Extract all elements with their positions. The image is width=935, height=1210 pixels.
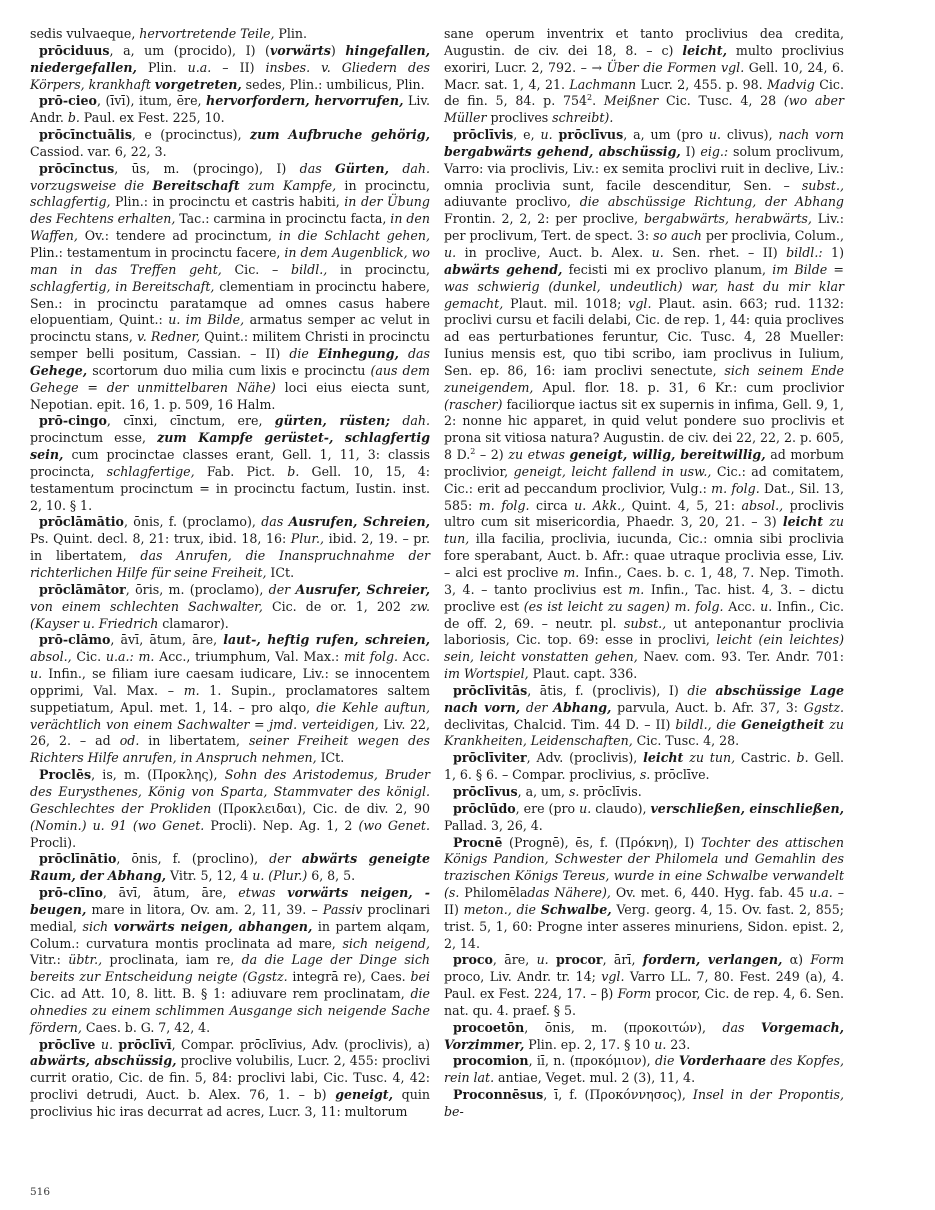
bold-italic-gloss: abwärts, abschüssig, (30, 1053, 177, 1069)
italic-text: subst., (801, 177, 844, 193)
headword: prōclāmātor (39, 581, 126, 597)
italic-text: die ohnedies zu einem schlimmen Ausgange sich neigende Sache fördern, (30, 986, 430, 1035)
italic-text: (rascher) (444, 396, 503, 412)
headword: prō-clāmo (39, 632, 111, 648)
headword: prōclīve (39, 1036, 96, 1052)
italic-text: sich seinem Ende zuneigendem, (444, 362, 844, 395)
headword: prōclīvī (118, 1036, 172, 1052)
italic-text: absol., (30, 649, 72, 665)
italic-text: absol., (741, 497, 784, 513)
italic-text: m. (183, 682, 200, 698)
bold-italic-gloss: leicht (782, 514, 824, 530)
italic-text: zu tun, (689, 750, 736, 766)
italic-text: b. (287, 463, 300, 479)
bold-italic-gloss: zum Aufbruche gehörig, (250, 127, 430, 143)
dictionary-entry: Procnē (Prognē), ēs, f. (Πρόκνη), I) Tochter des attischen Königs Pandion, Schwester der Philomela und Gemahlin des trazischen Königs Tereus, wurde in eine Schwalbe verwandelt (s. Philomēladas Nähere), Ov. met. 6, 440. Hyg. fab. 45 u.a. – II) meton., die Schwalbe, Verg. georg. 4, 15. Ov. fast. 2, 855; trist. 5, 1, 60: Progne inter asseres minuriens, Sidon. epist. 2, 2, 14. (444, 834, 844, 951)
bold-italic-gloss: leicht (643, 750, 684, 766)
bold-italic-gloss: abwärts gehend, (444, 261, 563, 277)
italic-text: die (654, 1053, 675, 1069)
italic-text: das (722, 1019, 745, 1035)
italic-text: das Anrufen, die Inanspruchnahme der richterlichen Hilfe für seine Freiheit, (30, 548, 430, 580)
bold-italic-gloss: zum Kampfe gerüstet-, schlagfertig sein, (30, 430, 431, 463)
bold-italic-gloss: gürten, rüsten; (274, 413, 390, 429)
italic-text: Form (617, 986, 652, 1002)
italic-text: zu tun, (444, 514, 844, 547)
italic-text: die Kehle auftun, verächtlich von einem Sachwalter = jmd. verteidigen, (30, 699, 430, 732)
italic-text: Insel in der Propontis, be- (444, 1087, 844, 1119)
headword: prōcīnctuālis (39, 127, 132, 143)
dictionary-entry: prōclīnātio, ōnis, f. (proclino), der abwärts geneigte Raum, der Abhang, Vitr. 5, 12, 4 u. (Plur.) 6, 8, 5. (30, 851, 431, 884)
italic-text: s. (568, 783, 580, 799)
headword: proco (453, 952, 493, 968)
italic-text: von einem schlechten Sachwalter, (30, 598, 263, 614)
italic-text: v. Redner, (137, 329, 201, 345)
italic-text: Sohn des Aristodemus, Bruder des Eurysthenes, König von Sparta, Stammvater des königl. Geschlechtes der Prokliden (30, 767, 430, 816)
bold-italic-gloss: Geneigtheit (741, 716, 825, 732)
italic-text: u. (536, 952, 549, 968)
italic-text: übtr., (68, 952, 103, 968)
headword: procor (556, 952, 603, 968)
dictionary-entry: prō-clāmo, āvī, ātum, āre, laut-, heftig rufen, schreien, absol., Cic. u.a.: m. Acc., triumphum, Val. Max.: mit folg. Acc. u. Infin., se filiam iure caesam iudicare, Liv.: se innocentem opprimi, Val. Max. – m. 1. Supin., proclamatores saltem suppetiatum, Apul. met. 1, 14. – pro alqo, die Kehle auftun, verächtlich von einem Sachwalter = jmd. verteidigen, Liv. 22, 26, 2. – ad od. in libertatem, seiner Freiheit wegen des Richters Hilfe anrufen, in Anspruch nehmen, ICt. (30, 632, 431, 766)
italic-text: Ggstz. (803, 699, 845, 715)
italic-text: bergabwärts, herabwärts, (644, 211, 812, 227)
dictionary-entry: proco, āre, u. procor, ārī, fordern, verlangen, α) Form proco, Liv. Andr. tr. 14; vgl. Varro LL. 7, 80. Fest. 249 (a), 4. Paul. ex Fest. 224, 17. – β) Form procor, Cic. de rep. 4, 6. Sen. nat. qu. 4. praef. § 5. (444, 952, 845, 1018)
italic-text: der (525, 699, 548, 715)
italic-text: mit folg. (343, 649, 399, 665)
dictionary-entry: prō-cieo, (īvī), itum, ēre, hervorfordern, hervorrufen, Liv. Andr. b. Paul. ex Fest. 225, 10. (30, 93, 430, 126)
italic-text: etwas (238, 885, 276, 901)
italic-text: u.a.: m. (105, 649, 155, 665)
dictionary-entry: prōclīvus, a, um, s. prōclīvis. (453, 783, 642, 799)
italic-text: das (299, 160, 322, 176)
italic-text: im Wortspiel, (444, 666, 529, 682)
italic-text: des Kopfes, rein lat. (444, 1053, 844, 1086)
italic-text: sich (82, 918, 109, 934)
italic-text: (es ist leicht zu sagen) m. folg. (523, 598, 724, 614)
headword: prōclīvus (558, 127, 624, 143)
italic-text: das (407, 346, 430, 362)
italic-text: die (289, 346, 309, 362)
italic-text: der (268, 581, 291, 597)
headword: prō-cingo (39, 413, 107, 429)
dictionary-entry: prōclīviter, Adv. (proclivis), leicht zu tun, Castric. b. Gell. 1, 6. § 6. – Compar. proclivius, s. prōclīve. (444, 750, 845, 783)
italic-text: u. (100, 1036, 113, 1052)
italic-text: (wo aber Müller (444, 93, 844, 126)
bold-italic-gloss: vorwärts (269, 42, 331, 58)
bold-italic-gloss: Einhegung, (317, 346, 399, 362)
two-column-text-body (30, 26, 907, 1121)
bold-italic-gloss: abwärts geneigte Raum, der Abhang, (30, 851, 431, 884)
italic-text: (wo Genet. (358, 817, 430, 833)
bold-italic-gloss: fordern, verlangen, (642, 952, 783, 968)
bold-italic-gloss: Schwalbe, (540, 901, 612, 917)
dictionary-entry: prō-cingo, cīnxi, cīnctum, ere, gürten, rüsten; dah. procinctum esse, zum Kampfe gerüstet-, schlagfertig sein, cum procinctae classes erant, Gell. 1, 11, 3: classis procincta, schlagfertige, Fab. Pict. b. Gell. 10, 15, 4: testamentum procinctum = in procinctu factum, Iustin. inst. 2, 10. § 1. (30, 413, 431, 513)
right-text-column (444, 26, 844, 1121)
italic-text: u. im Bilde, (168, 312, 245, 328)
dictionary-entry: procomion, iī, n. (προκόμιον), die Vorderhaare des Kopfes, rein lat. antiae, Veget. mul. 2 (3), 11, 4. (444, 1053, 844, 1086)
italic-text: dah. (402, 413, 430, 429)
italic-text: zum Kampfe, (248, 177, 337, 193)
italic-text: das Nähere), (527, 885, 611, 901)
italic-text: Über die Formen vgl. (606, 59, 745, 75)
italic-text: im Bilde = was schwierig (dunkel, undeutlich) war, hast du mir klar gemacht, (444, 261, 844, 311)
dictionary-entry: prōclāmātio, ōnis, f. (proclamo), das Ausrufen, Schreien, Ps. Quint. decl. 8, 21: trux, ibid. 18, 16: Plur., ibid. 2, 19. – pr. in libertatem, das Anrufen, die Inanspruchnahme der richterlichen Hilfe für seine Freiheit, ICt. (30, 514, 431, 580)
dictionary-entry: Proconnēsus, ī, f. (Προκόννησος), Insel in der Propontis, be- (444, 1087, 844, 1119)
bold-italic-gloss: Ausrufer, Schreier, (295, 581, 431, 597)
italic-text: u. Akk., (574, 497, 626, 513)
bold-italic-gloss: geneigt, willig, bereitwillig, (569, 447, 766, 463)
bold-italic-gloss: Bereitschaft (152, 177, 240, 193)
headword: prōciduus (39, 42, 110, 58)
dictionary-entry: prōcīnctus, ūs, m. (procingo), I) das Gürten, dah. vorzugsweise die Bereitschaft zum Kampfe, in procinctu, schlagfertig, Plin.: in procinctu et castris habiti, in der Übung des Fechtens erhalten, Tac.: carmina in procinctu facta, in den Waffen, Ov.: tendere ad procinctum, in die Schlacht gehen, Plin.: testamentum in procinctu facere, in dem Augenblick, wo man in das Treffen geht, Cic. – bildl., in procinctu, schlagfertig, in Bereitschaft, clementiam in procinctu habere, Sen.: in procinctu paratamque ad omnes casus habere elopuentiam, Quint.: u. im Bilde, armatus semper ac velut in procinctu stans, v. Redner, Quint.: militem Christi in procinctu semper belli positum, Cassian. – II) die Einhegung, das Gehege, scortorum duo milia cum lixis e procinctu (aus dem Gehege = der unmittelbaren Nähe) loci eius eiecta sunt, Nepotian. epit. 16, 1. p. 509, 16 Halm. (30, 160, 430, 412)
headword: procomion (453, 1053, 529, 1069)
italic-text: schreibt). (552, 110, 614, 126)
italic-text: u. (708, 127, 721, 143)
headword: prōclāmātio (39, 514, 124, 530)
bold-italic-gloss: vorwärts neigen, -beugen, (30, 885, 430, 917)
italic-text: vgl. (628, 295, 652, 311)
italic-text: der (269, 851, 291, 867)
italic-text: Madvig (767, 76, 815, 92)
italic-text: die (687, 682, 707, 698)
italic-text: bildl., (291, 261, 328, 277)
headword: prō-cieo (39, 93, 97, 109)
italic-text: das (261, 514, 284, 530)
italic-text: u. (540, 127, 553, 143)
bold-italic-gloss: Vorgemach, Vorzimmer, (444, 1019, 845, 1052)
bold-italic-gloss: Gehege, (30, 362, 88, 378)
headword: prōclīvus (453, 783, 518, 799)
italic-text: meton., die (463, 901, 536, 917)
italic-text: u.a. (187, 59, 212, 75)
dictionary-entry: prōclīvis, e, u. prōclīvus, a, um (pro u. clivus), nach vorn bergabwärts gehend, abschüssig, I) eig.: solum proclivum, Varro: via proclivis, Liv.: ex semita proclivi ruit in declive, Liv.: omnia proclivia sunt, facile descenditur, Sen. – subst., adiuvante proclivo, die abschüssige Richtung, der Abhang Frontin. 2, 2, 2: per proclive, bergabwärts, herabwärts, Liv.: per proclivum, Tert. de spect. 3: so auch per proclivia, Colum., u. in proclive, Auct. b. Alex. u. Sen. rhet. – II) bildl.: 1) abwärts gehend, fecisti mi ex proclivo planum, im Bilde = was schwierig (dunkel, undeutlich) war, hast du mir klar gemacht, Plaut. mil. 1018; vgl. Plaut. asin. 663; rud. 1132: proclivi cursu et facili delabi, Cic. de rep. 1, 44: quia proclives ad eas perturbationes feruntur, Cic. Tusc. 4, 28 Mueller: Iunius mensis est, quo tibi scribo, iam proclivus in Iulium, Sen. ep. 86, 16: iam proclivi senectute, sich seinem Ende zuneigendem, Apul. flor. 18. p. 31, 6 Kr.: cum proclivior (rascher) faciliorque iactus sit ex supernis in infima, Gell. 9, 1, 2: nonne hic apparet, in quid velut pondere suo proclivis et prona sit vitiosa natura? Augustin. de civ. dei 22, 22, 2. p. 605, 8 D.$^2$ – 2) zu etwas geneigt, willig, bereitwillig, ad morbum proclivior, geneigt, leicht fallend in usw., Cic.: ad comitatem, Cic.: erit ad peccandum proclivior, Vulg.: m. folg. Dat., Sil. 13, 585: m. folg. circa u. Akk., Quint. 4, 5, 21: absol., proclivis ultro cum sit misericordia, Phaedr. 3, 20, 21. – 3) leicht zu tun, illa facilia, proclivia, iucunda, Cic.: omnia sibi proclivia fore sperabant, Auct. b. Afr.: quae utraque proclivia esse, Liv. – alci est proclive m. Infin., Caes. b. c. 1, 48, 7. Nep. Timoth. 3, 4. – tanto proclivius est m. Infin., Tac. hist. 4, 3. – dictu proclive est (es ist leicht zu sagen) m. folg. Acc. u. Infin., Cic. de off. 2, 69. – neutr. pl. subst., ut anteponantur proclivia laboriosis, Cic. top. 69: esse in proclivi, leicht (ein leichtes) sein, leicht vonstatten gehen, Naev. com. 93. Ter. Andr. 701: im Wortspiel, Plaut. capt. 336. (444, 127, 845, 682)
headword: prōclūdo (453, 800, 516, 816)
italic-text: m. folg. (711, 480, 760, 496)
italic-text: vgl. (601, 969, 625, 985)
dictionary-entry: prōclūdo, ere (pro u. claudo), verschließen, einschließen, Pallad. 3, 26, 4. (444, 800, 845, 833)
italic-text: b. (67, 110, 80, 126)
italic-text: u. (760, 598, 773, 614)
dictionary-entry: Proclēs, is, m. (Προκλης), Sohn des Aristodemus, Bruder des Eurysthenes, König von Sparta, Stammvater des königl. Geschlechtes der Prokliden (Προκλειδαι), Cic. de div. 2, 90 (Nomin.) u. 91 (wo Genet. Procli). Nep. Ag. 1, 2 (wo Genet. Procli). (30, 767, 430, 850)
bold-italic-gloss: Vorderhaare (678, 1053, 767, 1069)
italic-text: u. (654, 1036, 667, 1052)
italic-text: m. (628, 581, 645, 597)
italic-text: od. (119, 733, 140, 749)
italic-text: u. (30, 666, 43, 682)
italic-text: Meißner (603, 93, 659, 109)
entry-continuation: sane operum inventrix et tanto proclivius dea credita, Augustin. de civ. dei 18, 8. – c) leicht, multo proclivius exoriri, Lucr. 2, 792. – → Über die Formen vgl. Gell. 10, 24, 6. Macr. sat. 1, 4, 21. Lachmann Lucr. 2, 455. p. 98. Madvig Cic. de fin. 5, 84. p. $754^2$. Meißner Cic. Tusc. 4, 28 (wo aber Müller proclives schreibt). (444, 26, 844, 126)
dictionary-entry: prōciduus, a, um (procido), I) (vorwärts) hingefallen, niedergefallen, Plin. u.a. – II) insbes. v. Gliedern des Körpers, krankhaft vorgetreten, sedes, Plin.: umbilicus, Plin. (30, 42, 431, 92)
headword: prōclīvis (453, 127, 514, 143)
italic-text: Tochter des attischen Königs Pandion, Schwester der Philomela und Gemahlin des trazischen Königs Tereus, wurde in eine Schwalbe verwandelt (s. (444, 834, 844, 901)
italic-text: u. (Plur.) (252, 868, 308, 884)
headword: Proclēs (39, 767, 92, 783)
dictionary-entry: prōclīve u. prōclīvī, Compar. prōclīvius, Adv. (proclivis), a) abwärts, abschüssig, proclive volubilis, Lucr. 2, 455: proclivi currit oratio, Cic. de fin. 5, 84: proclivi labi, Cic. Tusc. 4, 42: proclivi detrudi, Auct. b. Alex. 76, 1. – b) geneigt, quin proclivius hic iras decurrat ad acres, Lucr. 3, 11: multorum (30, 1036, 431, 1119)
entry-continuation: sedis vulvaeque, hervortretende Teile, Plin. (30, 26, 308, 41)
italic-text: m. folg. (478, 497, 530, 513)
bold-italic-gloss: Abhang, (553, 699, 612, 715)
bold-italic-gloss: Gürten, (335, 160, 389, 176)
dictionary-entry: procoetōn, ōnis, m. (προκοιτών), das Vorgemach, Vorzimmer, Plin. ep. 2, 17. § 10 u. 23. (444, 1019, 845, 1052)
italic-text: in den Waffen, (30, 211, 430, 244)
italic-text: geneigt, leicht fallend in usw., (513, 463, 712, 479)
headword: prōcīnctus (39, 160, 115, 176)
italic-text: die abschüssige Richtung, der Abhang (579, 194, 844, 210)
italic-text: zw. (Kayser u. Friedrich (30, 598, 430, 631)
italic-text: Lachmann (569, 76, 637, 92)
italic-text: Form (810, 952, 845, 968)
dictionary-entry: prō-clīno, āvī, ātum, āre, etwas vorwärts neigen, -beugen, mare in litora, Ov. am. 2, 11, 39. – Passiv proclinari medial, sich vorwärts neigen, abhangen, in partem alqam, Colum.: curvatura montis proclinata ad mare, sich neigend, Vitr.: übtr., proclinata, iam re, da die Lage der Dinge sich bereits zur Entscheidung neigte (Ggstz. integrā re), Caes. bei Cic. ad Att. 10, 8. litt. B. § 1: adiuvare rem proclinatam, die ohnedies zu einem schlimmen Ausgange sich neigende Sache fördern, Caes. b. G. 7, 42, 4. (30, 885, 431, 1035)
bold-italic-gloss: abschüssige Lage nach vorn, (444, 682, 844, 715)
italic-text: in dem Augenblick, wo man in das Treffen geht, (30, 244, 430, 277)
bold-italic-gloss: hervorfordern, hervorrufen, (206, 93, 404, 109)
italic-text: insbes. v. Gliedern des Körpers, krankhaft (30, 59, 431, 92)
italic-text: u.a. (809, 885, 833, 901)
bold-italic-gloss: laut-, heftig rufen, schreien, (223, 632, 430, 648)
page-number: 516 (30, 1186, 51, 1198)
italic-text: seiner Freiheit wegen des Richters Hilfe anrufen, in Anspruch nehmen, (30, 733, 431, 766)
italic-text: nach vorn (778, 127, 844, 143)
italic-text: sich neigend, (342, 935, 430, 951)
bold-italic-gloss: Ausrufen, Schreien, (288, 514, 431, 530)
italic-text: schlagfertige, (106, 463, 195, 479)
headword: procoetōn (453, 1019, 525, 1035)
italic-text: u. (444, 244, 457, 260)
italic-text: bildl.: (786, 244, 823, 260)
italic-text: hervortretende Teile, (139, 26, 275, 41)
italic-text: (Nomin.) u. 91 (wo Genet. (30, 817, 205, 833)
dictionary-entry: prōcīnctuālis, e (procinctus), zum Aufbruche gehörig, Cassiod. var. 6, 22, 3. (30, 127, 430, 159)
headword: prōclīviter (453, 750, 527, 766)
italic-text: da die Lage der Dinge sich bereits zur Entscheidung neigte (Ggstz. (30, 952, 430, 985)
italic-text: s. (639, 767, 651, 783)
italic-text: Passiv (322, 901, 363, 917)
bold-italic-gloss: hingefallen, niedergefallen, (30, 42, 430, 75)
italic-text: in der Übung des Fechtens erhalten, (30, 194, 430, 227)
italic-text: bildl., die (675, 716, 737, 732)
bold-italic-gloss: bergabwärts gehend, abschüssig, (444, 143, 681, 159)
italic-text: leicht (ein leichtes) sein, leicht vonstatten gehen, (444, 632, 844, 665)
italic-text: in die Schlacht gehen, (278, 228, 430, 244)
italic-text: dah. vorzugsweise die (30, 160, 430, 193)
bold-italic-gloss: vorgetreten, (154, 76, 242, 92)
italic-text: b. (796, 750, 809, 766)
italic-text: subst., (623, 615, 667, 631)
dictionary-entry: prōclīvitās, ātis, f. (proclivis), I) die abschüssige Lage nach vorn, der Abhang, parvula, Auct. b. Afr. 37, 3: Ggstz. declivitas, Chalcid. Tim. 44 D. – II) bildl., die Geneigtheit zu Krankheiten, Leidenschaften, Cic. Tusc. 4, 28. (444, 682, 845, 749)
headword: prōclīvitās (453, 682, 528, 698)
italic-text: eig.: (700, 143, 729, 159)
italic-text: Plur., (290, 531, 325, 547)
bold-italic-gloss: vorwärts neigen, abhangen, (113, 918, 313, 934)
italic-text: so auch (653, 228, 702, 244)
bold-italic-gloss: verschließen, einschließen, (650, 800, 845, 816)
dictionary-entry: prōclāmātor, ōris, m. (proclamo), der Ausrufer, Schreier, von einem schlechten Sachwalter, Cic. de or. 1, 202 zw. (Kayser u. Friedrich clamaror). (30, 581, 431, 631)
italic-text: schlagfertig, in Bereitschaft, (30, 278, 215, 294)
headword: Procnē (453, 834, 503, 850)
italic-text: zu Krankheiten, Leidenschaften, (444, 716, 844, 749)
italic-text: u. (579, 800, 592, 816)
left-text-column (30, 26, 430, 1121)
italic-text: zu etwas (508, 447, 565, 463)
bold-italic-gloss: leicht, (682, 42, 727, 58)
italic-text: u. (651, 244, 664, 260)
headword: prōclīnātio (39, 851, 117, 867)
headword: prō-clīno (39, 885, 103, 901)
italic-text: schlagfertig, (30, 194, 111, 210)
bold-italic-gloss: geneigt, (335, 1087, 393, 1103)
headword: Proconnēsus (453, 1087, 544, 1103)
italic-text: bei (410, 969, 430, 985)
italic-text: (aus dem Gehege = der unmittelbaren Nähe) (30, 362, 430, 395)
italic-text: m. (563, 565, 580, 580)
